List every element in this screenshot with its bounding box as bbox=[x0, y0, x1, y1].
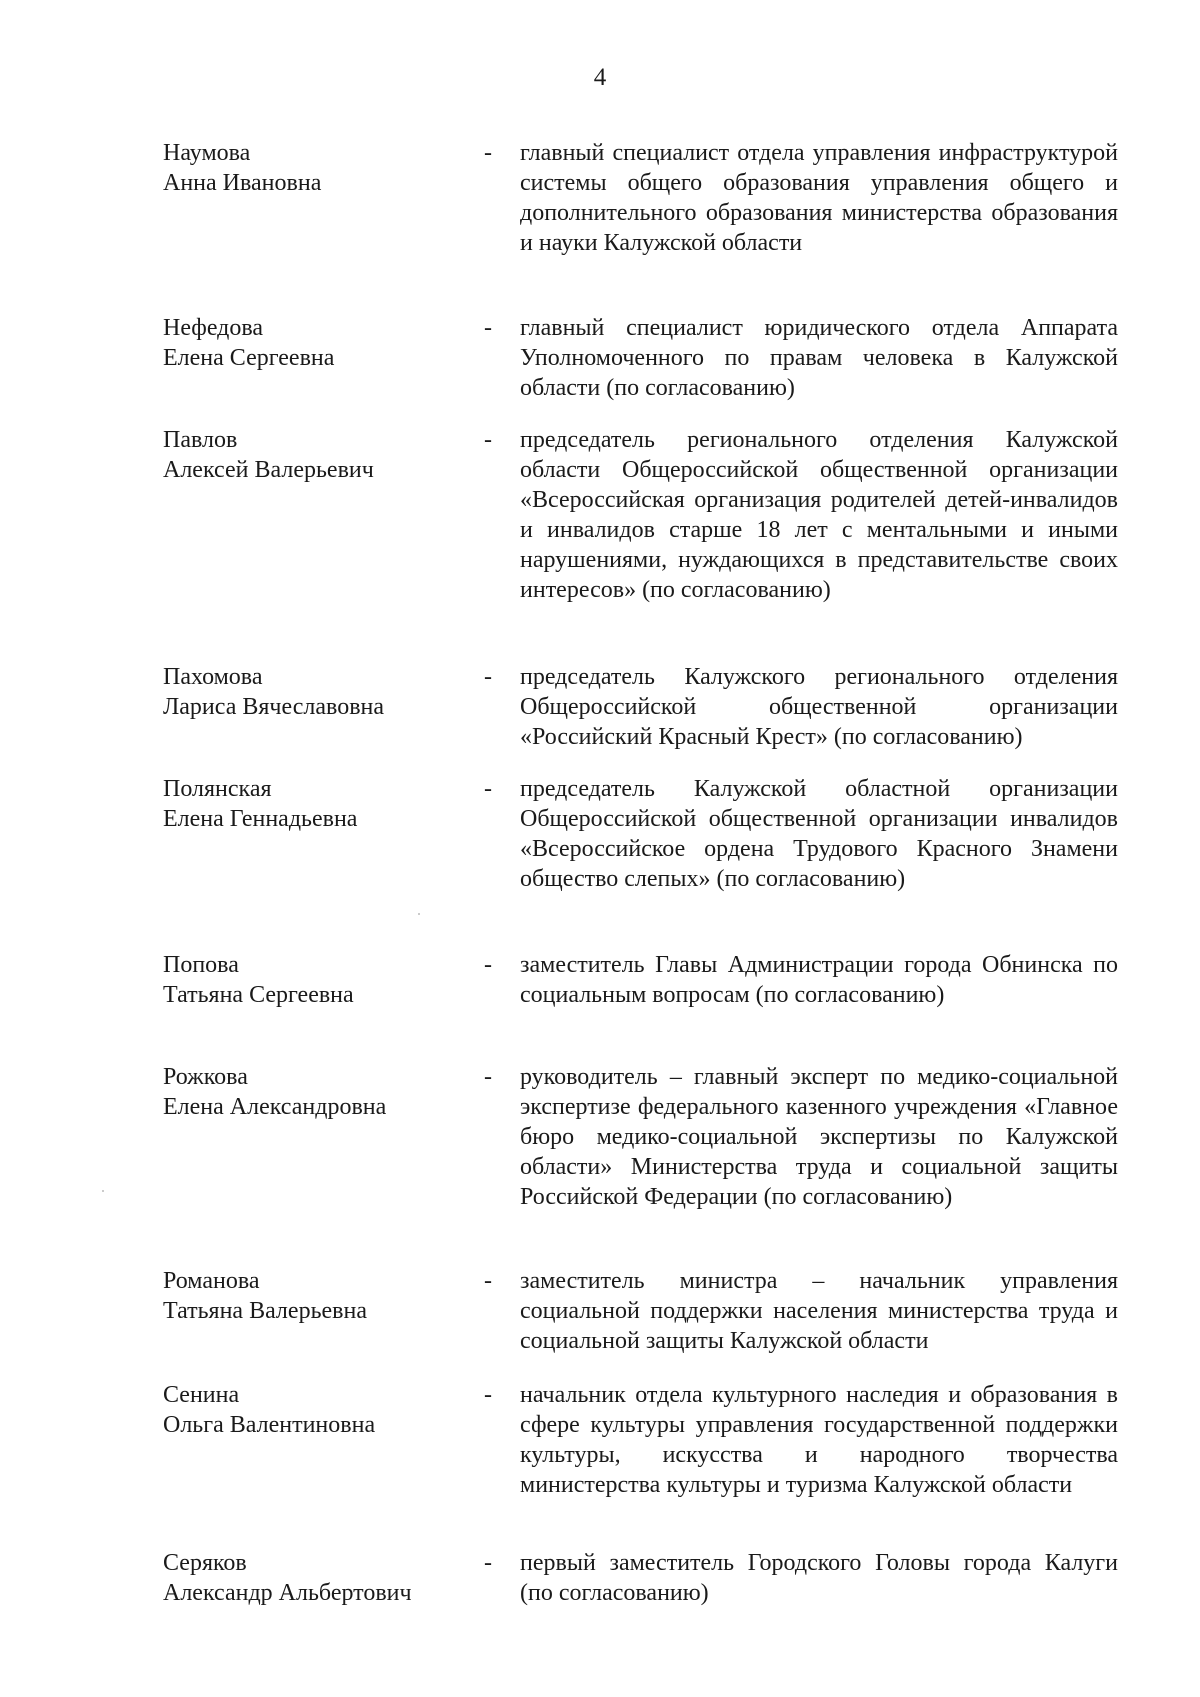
member-name bbox=[163, 774, 463, 834]
member-position: заместитель министра – начальник управления социальной поддержки населения министерства труда и социальной защиты Калужской области bbox=[520, 1268, 1118, 1354]
member-surname: Павлов bbox=[163, 427, 238, 453]
member-position: заместитель Главы Администрации города Обнинска по социальным вопросам (по согласованию) bbox=[520, 952, 1118, 1008]
dash-separator: - bbox=[484, 776, 492, 802]
member-name bbox=[163, 950, 463, 1010]
member-given-name: Елена Геннадьевна bbox=[163, 806, 358, 832]
dash-separator: - bbox=[484, 315, 492, 341]
scan-speck bbox=[102, 1190, 104, 1192]
member-name bbox=[163, 138, 463, 198]
member-position: председатель регионального отделения Калужской области Общероссийской общественной организации «Всероссийская организация родителей детей-инвалидов и инвалидов старше 18 лет с ментальными и иными нарушениями, нуждающихся в представительстве своих интересов» (по согласованию) bbox=[520, 427, 1118, 603]
member-surname: Рожкова bbox=[163, 1064, 248, 1090]
member-position: руководитель – главный эксперт по медико-социальной экспертизе федерального казенного учреждения «Главное бюро медико-социальной экспертизы по Калужской области» Министерства труда и социальной защиты Российской Федерации (по согласованию) bbox=[520, 1064, 1118, 1210]
member-name bbox=[163, 313, 463, 373]
dash-separator: - bbox=[484, 952, 492, 978]
dash-separator: - bbox=[484, 1064, 492, 1090]
member-name bbox=[163, 1380, 463, 1440]
member-given-name: Александр Альбертович bbox=[163, 1580, 412, 1606]
member-given-name: Ольга Валентиновна bbox=[163, 1412, 376, 1438]
member-position: главный специалист юридического отдела Аппарата Уполномоченного по правам человека в Калужской области (по согласованию) bbox=[520, 315, 1118, 401]
member-surname: Нефедова bbox=[163, 315, 264, 341]
dash-separator: - bbox=[484, 1268, 492, 1294]
member-given-name: Лариса Вячеславовна bbox=[163, 694, 385, 720]
member-position: начальник отдела культурного наследия и образования в сфере культуры управления государственной поддержки культуры, искусства и народного творчества министерства культуры и туризма Калужской области bbox=[520, 1382, 1118, 1498]
member-given-name: Татьяна Сергеевна bbox=[163, 982, 354, 1008]
member-surname: Романова bbox=[163, 1268, 260, 1294]
member-name bbox=[163, 662, 463, 722]
dash-separator: - bbox=[484, 140, 492, 166]
member-given-name: Елена Александровна bbox=[163, 1094, 387, 1120]
member-surname: Наумова bbox=[163, 140, 251, 166]
member-surname: Сенина bbox=[163, 1382, 240, 1408]
page-number: 4 bbox=[593, 64, 607, 91]
member-name bbox=[163, 1266, 463, 1326]
dash-separator: - bbox=[484, 427, 492, 453]
member-given-name: Анна Ивановна bbox=[163, 170, 322, 196]
scan-speck bbox=[418, 913, 420, 915]
dash-separator: - bbox=[484, 1550, 492, 1576]
member-given-name: Татьяна Валерьевна bbox=[163, 1298, 367, 1324]
member-surname: Пахомова bbox=[163, 664, 263, 690]
dash-separator: - bbox=[484, 1382, 492, 1408]
member-given-name: Алексей Валерьевич bbox=[163, 457, 374, 483]
member-name bbox=[163, 425, 463, 485]
dash-separator: - bbox=[484, 664, 492, 690]
member-position: председатель Калужского регионального отделения Общероссийской общественной организации «Российский Красный Крест» (по согласованию) bbox=[520, 664, 1118, 750]
member-surname: Попова bbox=[163, 952, 239, 978]
member-surname: Серяков bbox=[163, 1550, 247, 1576]
member-position: первый заместитель Городского Головы города Калуги (по согласованию) bbox=[520, 1550, 1118, 1606]
member-surname: Полянская bbox=[163, 776, 272, 802]
member-given-name: Елена Сергеевна bbox=[163, 345, 335, 371]
member-position: председатель Калужской областной организации Общероссийской общественной организации инвалидов «Всероссийское ордена Трудового Красного Знамени общество слепых» (по согласованию) bbox=[520, 776, 1118, 892]
member-name bbox=[163, 1548, 463, 1608]
member-name bbox=[163, 1062, 463, 1122]
member-position: главный специалист отдела управления инфраструктурой системы общего образования управления общего и дополнительного образования министерства образования и науки Калужской области bbox=[520, 140, 1118, 256]
